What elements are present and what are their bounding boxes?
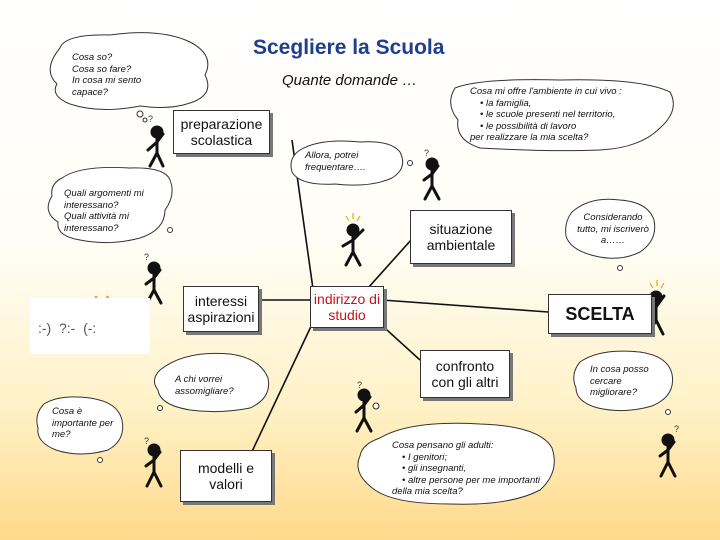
bubble-text-top-left: Cosa so? Cosa so fare? In cosa mi sento capace? (72, 52, 142, 98)
svg-text:?: ? (144, 436, 150, 446)
bubble-text-argomenti: Quali argomenti mi interessano? Quali attività mi interessano? (64, 188, 144, 234)
figure-thinking-1 (148, 127, 163, 166)
adulti-lead: Cosa pensano gli adulti: (392, 440, 494, 451)
box-confronto: confronto con gli altri (420, 350, 510, 398)
bubble-text-allora: Allora, potrei frequentare…. (305, 150, 366, 173)
emoticon-logo (30, 298, 150, 354)
box-situazione: situazione ambientale (410, 210, 512, 264)
svg-text:?: ? (148, 114, 154, 124)
ambiente-lead: Cosa mi offre l'ambiente in cui vivo : (470, 86, 622, 97)
box-modelli: modelli e valori (180, 450, 272, 502)
figure-idea-1 (343, 225, 363, 265)
figure-thinking-2 (424, 159, 439, 199)
svg-text:?: ? (424, 148, 430, 158)
box-interessi: interessi aspirazioni (183, 286, 259, 332)
list-item: • I genitori; (402, 452, 540, 464)
bubble-text-a-chi: A chi vorrei assomigliare? (175, 374, 234, 397)
adulti-list (392, 452, 540, 487)
list-item: • la famiglia, (480, 98, 622, 110)
list-item: • le scuole presenti nel territorio, (480, 109, 622, 121)
ambiente-tail: per realizzare la mia scelta? (470, 132, 589, 143)
figure-thinking-4 (356, 390, 371, 431)
box-indirizzo: indirizzo di studio (310, 286, 384, 328)
adulti-tail: della mia scelta? (392, 486, 463, 497)
ambiente-list (470, 98, 622, 133)
svg-text:?: ? (674, 424, 680, 434)
page-title: Scegliere la Scuola (253, 36, 445, 59)
logo-text: :-) ?:- (-: (38, 320, 97, 336)
page-subtitle: Quante domande … (282, 72, 418, 89)
list-item: • le possibilità di lavoro (480, 121, 622, 133)
bubble-ambiente-text (470, 86, 622, 144)
svg-text:?: ? (144, 252, 150, 262)
bubble-text-considerando: Considerando tutto, mi iscriverò a…… (577, 212, 649, 246)
bubble-text-importante: Cosa è importante per me? (52, 406, 114, 440)
figure-thinking-6 (660, 435, 675, 476)
box-preparazione: preparazione scolastica (173, 110, 270, 154)
svg-text:?: ? (357, 380, 363, 390)
list-item: • gli insegnanti, (402, 463, 540, 475)
connector-lines (248, 140, 548, 460)
bubble-text-in-cosa: In cosa posso cercare migliorare? (590, 364, 649, 398)
figure-thinking-5 (146, 445, 161, 486)
figure-thinking-3 (146, 263, 161, 303)
line-to-scelta (382, 300, 548, 312)
box-scelta: SCELTA (548, 294, 652, 334)
list-item: • altre persone per me importanti (402, 475, 540, 487)
bubble-adulti-text (392, 440, 540, 498)
